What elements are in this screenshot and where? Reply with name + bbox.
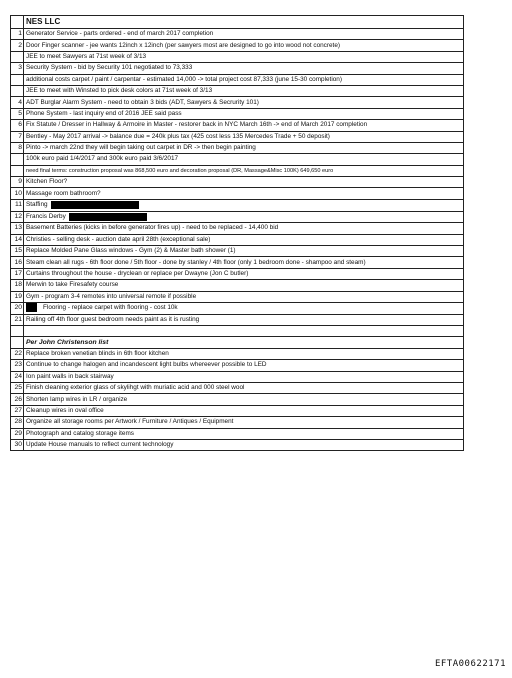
- row-text-cell: ADT Burglar Alarm System - need to obtain 3 bids (ADT, Sawyers & Secrurity 101): [24, 97, 464, 108]
- table-row: [11, 257, 464, 268]
- table-row: [11, 360, 464, 371]
- table-row: [11, 131, 464, 142]
- bates-number: EFTA00622171: [434, 659, 506, 669]
- row-number: 13: [11, 223, 24, 234]
- row-number: [11, 85, 24, 96]
- table-row: [11, 199, 464, 211]
- row-text-cell: additional costs carpet / paint / carpentar - estimated 14,000 -> total project cost 87,333 (june 15-30 completion): [24, 74, 464, 85]
- section-header-row: [11, 337, 464, 348]
- row-text-cell: [24, 302, 464, 314]
- row-number: 1: [11, 29, 24, 40]
- row-number: 30: [11, 439, 24, 450]
- table-row: [11, 280, 464, 291]
- row-number: 7: [11, 131, 24, 142]
- row-text-cell: Photograph and catalog storage items: [24, 428, 464, 439]
- row-number: 23: [11, 360, 24, 371]
- row-text-cell: Bentley - May 2017 arrival -> balance due = 240k plus tax (425 cost less 135 Mercedes Trade + 50 deposit): [24, 131, 464, 142]
- row-text: Francis Derby: [26, 212, 66, 220]
- table-row: [11, 348, 464, 359]
- row-text-cell: Merwin to take Firesafety course: [24, 280, 464, 291]
- row-number: 3: [11, 63, 24, 74]
- row-number: 6: [11, 120, 24, 131]
- table-row: [11, 302, 464, 314]
- row-text-cell: Update House manuals to reflect current technology: [24, 439, 464, 450]
- table-row: [11, 439, 464, 450]
- table-row: [11, 177, 464, 188]
- table-row: [11, 314, 464, 325]
- redaction-box: [51, 201, 139, 209]
- redaction-box: [69, 213, 147, 221]
- row-text-cell: Continue to change halogen and incandescent light bulbs whereever possible to LED: [24, 360, 464, 371]
- row-number: 28: [11, 417, 24, 428]
- row-number: [11, 326, 24, 337]
- row-number: 26: [11, 394, 24, 405]
- table-row: [11, 428, 464, 439]
- row-text-cell: Basement Batteries (kicks in before generator fires up) - need to be replaced - 14,400 bid: [24, 223, 464, 234]
- title-row: [11, 16, 464, 29]
- row-text-cell: Organize all storage rooms per Artwork / Furniture / Antiques / Equipment: [24, 417, 464, 428]
- row-text-cell: Fix Statute / Dresser in Hallway & Armoire in Master - restorer back in NYC March 16th -> end of March 2017 completion: [24, 120, 464, 131]
- row-text-cell: Christies - selling desk - auction date april 28th (exceptional sale): [24, 234, 464, 245]
- table-row: [11, 394, 464, 405]
- table-row: [11, 371, 464, 382]
- row-text-cell: [24, 199, 464, 211]
- table-row: [11, 40, 464, 51]
- table-row: [11, 291, 464, 302]
- table-row: [11, 383, 464, 394]
- row-number: 8: [11, 142, 24, 153]
- row-number: 9: [11, 177, 24, 188]
- row-text-cell: Finish cleaning exterior glass of skylihgt with muriatic acid and 000 steel wool: [24, 383, 464, 394]
- section-title: Per John Christenson list: [24, 337, 464, 348]
- table-row: [11, 108, 464, 119]
- row-number: 5: [11, 108, 24, 119]
- row-number: 2: [11, 40, 24, 51]
- row-text-cell: Ion paint walls in back stairway: [24, 371, 464, 382]
- redaction-box: [26, 303, 37, 312]
- table-row: [11, 97, 464, 108]
- table-row: [11, 29, 464, 40]
- row-number: 12: [11, 211, 24, 223]
- row-number: 10: [11, 188, 24, 199]
- table-row: [11, 405, 464, 416]
- row-text-cell: Replace broken venetian blinds in 6th floor kitchen: [24, 348, 464, 359]
- row-number: [11, 51, 24, 62]
- row-number: 20: [11, 302, 24, 314]
- row-number: [11, 337, 24, 348]
- table-row: [11, 63, 464, 74]
- table-row: [11, 234, 464, 245]
- row-text-cell: Massage room bathroom?: [24, 188, 464, 199]
- task-list-body: [11, 16, 464, 451]
- table-row: [11, 417, 464, 428]
- table-row: [11, 142, 464, 153]
- table-row: [11, 154, 464, 165]
- table-row: [11, 120, 464, 131]
- row-number: 15: [11, 246, 24, 257]
- row-number: [11, 74, 24, 85]
- document-title: NES LLC: [24, 16, 464, 29]
- row-text-cell: Railing off 4th floor guest bedroom needs paint as it is rusting: [24, 314, 464, 325]
- row-number: 4: [11, 97, 24, 108]
- row-number: [11, 165, 24, 176]
- row-text-cell: Replace Molded Pane Glass windows - Gym (2) & Master bath shower (1): [24, 246, 464, 257]
- row-text-cell: Security System - bid by Security 101 negotiated to 73,333: [24, 63, 464, 74]
- row-number: 11: [11, 199, 24, 211]
- title-num-cell: [11, 16, 24, 29]
- row-number: 17: [11, 268, 24, 279]
- row-number: 19: [11, 291, 24, 302]
- row-text-cell: Pinto -> march 22nd they will begin taking out carpet in DR -> then begin painting: [24, 142, 464, 153]
- row-text-cell: need final terms: construction proposal was 868,500 euro and decoration proposal (DR, Massage&Misc 100K) 649,650 euro: [24, 165, 464, 176]
- table-row: [11, 85, 464, 96]
- row-text: Flooring - replace carpet with flooring - cost 10k: [43, 303, 178, 311]
- row-text-cell: Cleanup wires in oval office: [24, 405, 464, 416]
- row-text-cell: Generator Service - parts ordered - end of march 2017 completion: [24, 29, 464, 40]
- row-number: 18: [11, 280, 24, 291]
- row-text-cell: [24, 326, 464, 337]
- table-row: [11, 211, 464, 223]
- table-row: [11, 223, 464, 234]
- table-row: [11, 326, 464, 337]
- row-number: 27: [11, 405, 24, 416]
- row-number: 22: [11, 348, 24, 359]
- task-list-table: [10, 15, 464, 451]
- row-text-cell: Curtains throughout the house - dryclean or replace per Dwayne (Jon C butler): [24, 268, 464, 279]
- row-text-cell: 100k euro paid 1/4/2017 and 300k euro paid 3/6/2017: [24, 154, 464, 165]
- row-number: 24: [11, 371, 24, 382]
- row-text: Staffing: [26, 200, 48, 208]
- table-row: [11, 188, 464, 199]
- row-text-cell: Shorten lamp wires in LR / organize: [24, 394, 464, 405]
- row-text-cell: Steam clean all rugs - 6th floor done / 5th floor - done by stanley / 4th floor (only 1 bedroom done - shampoo and steam): [24, 257, 464, 268]
- row-number: 14: [11, 234, 24, 245]
- row-text-cell: Kitchen Floor?: [24, 177, 464, 188]
- table-row: [11, 246, 464, 257]
- row-number: 16: [11, 257, 24, 268]
- table-row: [11, 51, 464, 62]
- row-text-cell: Phone System - last inquiry end of 2016 JEE said pass: [24, 108, 464, 119]
- row-number: 25: [11, 383, 24, 394]
- row-text-cell: [24, 211, 464, 223]
- table-row: [11, 74, 464, 85]
- row-text-cell: Gym - program 3-4 remotes into universal remote if possible: [24, 291, 464, 302]
- row-number: 21: [11, 314, 24, 325]
- table-row: [11, 165, 464, 176]
- row-text-cell: JEE to meet with Winsted to pick desk colors at 71st week of 3/13: [24, 85, 464, 96]
- row-text-cell: JEE to meet Sawyers at 71st week of 3/13: [24, 51, 464, 62]
- row-text-cell: Door Finger scanner - jee wants 12inch x 12inch (per sawyers most are designed to go into wood not concrete): [24, 40, 464, 51]
- table-row: [11, 268, 464, 279]
- row-number: 29: [11, 428, 24, 439]
- row-number: [11, 154, 24, 165]
